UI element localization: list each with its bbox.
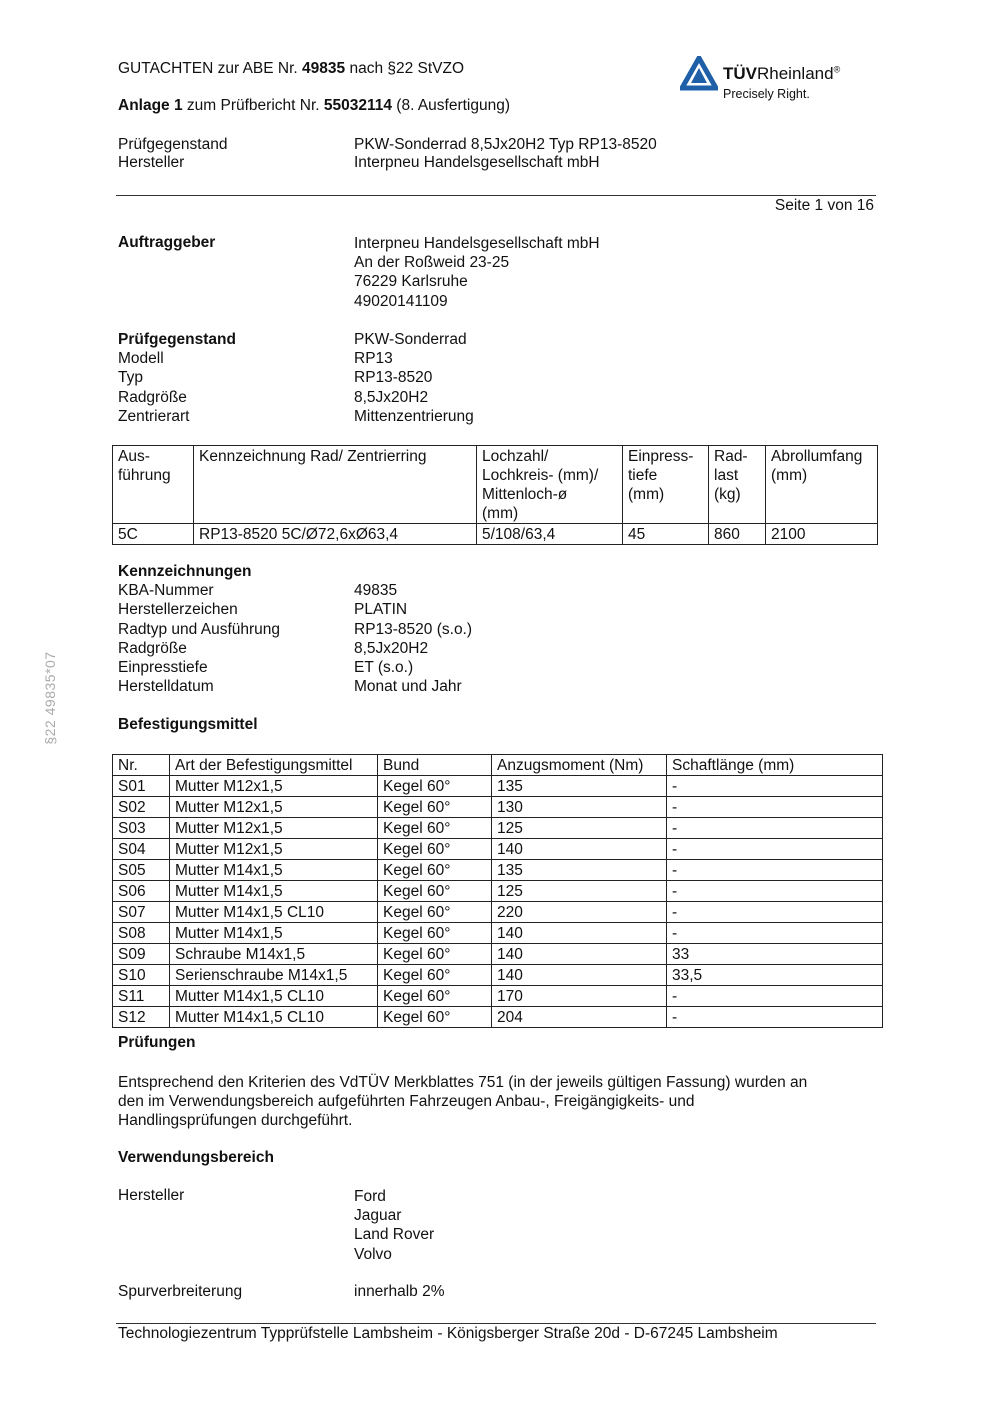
table-row [113,839,883,860]
table-header-row [113,446,878,524]
header-text: führung [118,467,171,484]
marking-label: Herstellerzeichen [118,601,238,619]
marking-label: Einpresstiefe [118,659,208,677]
table-cell: 125 [492,818,667,839]
table-row [113,986,883,1007]
table-cell: 135 [492,860,667,881]
table-row [113,902,883,923]
header-cell [477,446,623,524]
table-cell: Mutter M14x1,5 [170,923,378,944]
usage-manufacturer-label: Hersteller [118,1187,185,1204]
markings-section [118,562,472,696]
table-cell: Kegel 60° [378,944,492,965]
table-cell: 45 [623,524,709,545]
header-cell: Schaftlänge (mm) [667,755,883,776]
header-text: Lochkreis- (mm)/ [482,467,599,484]
table-cell: Kegel 60° [378,776,492,797]
tests-text [118,1073,898,1131]
usage-title: Verwendungsbereich [118,1149,274,1166]
client-label: Auftraggeber [118,234,216,251]
table-cell: S07 [113,902,170,923]
header-cell [623,446,709,524]
table-cell: Mutter M12x1,5 [170,776,378,797]
table-cell: - [667,923,883,944]
header-cell: Bund [378,755,492,776]
table-cell: Mutter M12x1,5 [170,797,378,818]
markings-title: Kennzeichnungen [118,563,252,580]
copy-note: (8. Ausfertigung) [391,97,511,114]
table-cell: 130 [492,797,667,818]
header-subject-label: Prüfgegenstand [118,136,228,153]
table-cell: 125 [492,881,667,902]
table-cell: - [667,839,883,860]
table-cell: 2100 [766,524,878,545]
type-label: Typ [118,369,143,387]
table-row [113,776,883,797]
header-text: Kennzeichnung Rad/ Zentrierring [199,448,427,465]
marking-value: PLATIN [354,601,408,619]
table-row [113,797,883,818]
table-row [113,881,883,902]
table-row [113,860,883,881]
header-text: last [714,467,739,484]
table-cell: S06 [113,881,170,902]
header-cell [194,446,477,524]
marking-value: 49835 [354,582,398,600]
manufacturer-list [354,1187,434,1264]
table-cell: Mutter M14x1,5 CL10 [170,986,378,1007]
abe-number: 49835 [302,60,346,77]
table-cell: 170 [492,986,667,1007]
header-cell [709,446,766,524]
header-divider [116,195,876,196]
wheel-spec-table [112,445,878,545]
page-number: Seite 1 von 16 [774,197,874,214]
table-cell: S09 [113,944,170,965]
table-row [113,818,883,839]
table-row [113,923,883,944]
subject-label: Prüfgegenstand [118,331,236,348]
marking-value: RP13-8520 (s.o.) [354,620,473,638]
marking-value: Monat und Jahr [354,678,462,696]
table-row [113,524,878,545]
header-text: Mittenloch-ø [482,486,568,503]
tuv-triangle-icon [680,56,718,92]
manufacturer-item: Jaguar [354,1207,402,1225]
fasteners-table [112,754,883,1028]
table-row [113,944,883,965]
manufacturer-item: Land Rover [354,1226,435,1244]
header-text: Lochzahl/ [482,448,549,465]
header-manufacturer-value: Interpneu Handelsgesellschaft mbH [354,154,600,171]
tests-line: Handlingsprüfungen durchgeführt. [118,1112,353,1130]
table-cell: 5/108/63,4 [477,524,623,545]
table-cell: Kegel 60° [378,881,492,902]
table-cell: 5C [113,524,194,545]
table-cell: S01 [113,776,170,797]
centering-value: Mittenzentrierung [354,407,474,425]
report-title [118,60,464,78]
footer-divider [116,1323,876,1324]
track-widening-label: Spurverbreiterung [118,1283,243,1300]
table-cell: Schraube M14x1,5 [170,944,378,965]
table-cell: S10 [113,965,170,986]
table-cell: S08 [113,923,170,944]
table-header-row [113,755,883,776]
table-cell: Kegel 60° [378,965,492,986]
table-cell: - [667,860,883,881]
table-cell: Mutter M12x1,5 [170,839,378,860]
header-subject [118,136,657,172]
table-cell: - [667,776,883,797]
logo-brand-tuv: TÜV [723,64,757,83]
header-text: Einpress- [628,448,694,465]
table-cell: - [667,797,883,818]
table-cell: S11 [113,986,170,1007]
table-cell: 204 [492,1007,667,1028]
title-prefix: GUTACHTEN zur ABE Nr. [118,60,303,77]
table-cell: 220 [492,902,667,923]
report-number: 55032114 [323,97,392,114]
table-cell: - [667,881,883,902]
client-line: 76229 Karlsruhe [354,273,468,291]
header-text: (mm) [628,486,665,503]
table-cell: 140 [492,965,667,986]
table-cell: S04 [113,839,170,860]
header-manufacturer-label: Hersteller [118,154,185,171]
tuv-logo [680,56,870,106]
header-text: tiefe [628,467,658,484]
table-cell: - [667,818,883,839]
table-cell: 33,5 [667,965,883,986]
table-cell: 33 [667,944,883,965]
table-cell: 140 [492,839,667,860]
table-cell: S03 [113,818,170,839]
table-row [113,1007,883,1028]
fasteners-title: Befestigungsmittel [118,716,258,733]
table-cell: Kegel 60° [378,818,492,839]
logo-brand-rheinland: Rheinland [757,64,834,83]
header-text: (kg) [714,486,741,503]
client-line: Interpneu Handelsgesellschaft mbH [354,235,600,252]
table-cell: Mutter M14x1,5 CL10 [170,902,378,923]
table-cell: S12 [113,1007,170,1028]
table-cell: Kegel 60° [378,986,492,1007]
header-subject-value: PKW-Sonderrad 8,5Jx20H2 Typ RP13-8520 [354,136,657,153]
client-line: An der Roßweid 23-25 [354,254,510,272]
header-text: Rad- [714,448,748,465]
attachment-label: Anlage 1 [118,97,183,114]
header-cell [113,446,194,524]
centering-label: Zentrierart [118,407,190,425]
attachment-text: zum Prüfbericht Nr. [182,97,324,114]
table-cell: RP13-8520 5C/Ø72,6xØ63,4 [194,524,477,545]
table-cell: Mutter M14x1,5 [170,860,378,881]
table-cell: Mutter M14x1,5 [170,881,378,902]
table-cell: Mutter M12x1,5 [170,818,378,839]
table-cell: Kegel 60° [378,923,492,944]
client-address [354,234,600,311]
manufacturer-item: Volvo [354,1245,392,1263]
table-cell: Kegel 60° [378,1007,492,1028]
attachment-line [118,97,510,115]
subject-section [118,330,474,426]
logo-registered: ® [833,64,841,75]
usage-manufacturers [118,1187,434,1264]
table-cell: - [667,902,883,923]
header-text: (mm) [771,467,808,484]
table-cell: S05 [113,860,170,881]
track-widening-value: innerhalb 2% [354,1283,445,1300]
type-value: RP13-8520 [354,369,433,387]
wheel-size-value: 8,5Jx20H2 [354,388,429,406]
model-value: RP13 [354,350,393,368]
title-suffix: nach §22 StVZO [345,60,465,77]
tests-line: Entsprechend den Kriterien des VdTÜV Merkblattes 751 (in der jeweils gültigen Fassung) wurden an [118,1074,808,1091]
table-cell: Serienschraube M14x1,5 [170,965,378,986]
marking-label: Radtyp und Ausführung [118,620,281,638]
header-cell: Nr. [113,755,170,776]
table-cell: S02 [113,797,170,818]
table-cell: 140 [492,923,667,944]
table-row [113,965,883,986]
manufacturer-item: Ford [354,1188,386,1205]
footer-address: Technologiezentrum Typprüfstelle Lambsheim - Königsberger Straße 20d - D-67245 Lambsheim [118,1325,778,1342]
header-cell: Anzugsmoment (Nm) [492,755,667,776]
table-cell: 860 [709,524,766,545]
side-stamp: §22 49835*07 [42,651,58,745]
table-cell: - [667,1007,883,1028]
table-cell: Kegel 60° [378,860,492,881]
tests-title: Prüfungen [118,1034,196,1051]
marking-label: Radgröße [118,639,187,657]
model-label: Modell [118,350,164,368]
table-cell: Kegel 60° [378,797,492,818]
client-section [118,234,600,311]
client-line: 49020141109 [354,292,448,310]
tests-line: den im Verwendungsbereich aufgeführten Fahrzeugen Anbau-, Freigängigkeits- und [118,1093,695,1111]
header-cell: Art der Befestigungsmittel [170,755,378,776]
logo-brand [723,64,840,84]
table-cell: - [667,986,883,1007]
header-text: Aus- [118,448,150,465]
wheel-size-label: Radgröße [118,388,187,406]
marking-value: 8,5Jx20H2 [354,639,429,657]
marking-label: KBA-Nummer [118,582,214,600]
table-cell: Kegel 60° [378,839,492,860]
subject-value: PKW-Sonderrad [354,331,467,348]
table-cell: Kegel 60° [378,902,492,923]
header-text: Abrollumfang [771,448,863,465]
header-text: (mm) [482,505,519,522]
table-cell: 135 [492,776,667,797]
table-cell: 140 [492,944,667,965]
track-widening [118,1283,444,1301]
table-cell: Mutter M14x1,5 CL10 [170,1007,378,1028]
marking-label: Herstelldatum [118,678,214,696]
marking-value: ET (s.o.) [354,659,414,677]
logo-tagline: Precisely Right. [723,87,810,101]
header-cell [766,446,878,524]
